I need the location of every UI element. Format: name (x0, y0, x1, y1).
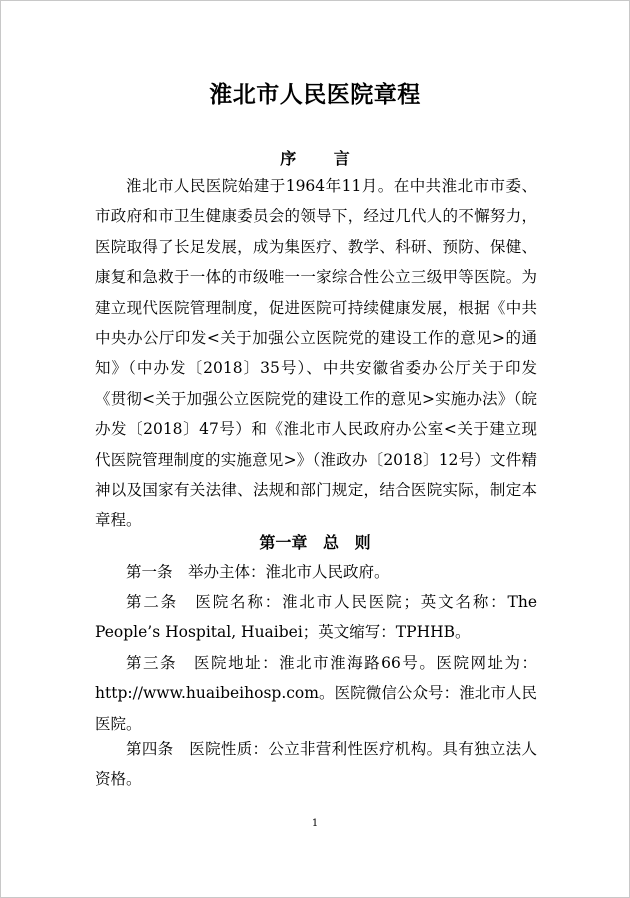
chapter-1-heading: 第一章 总 则 (259, 533, 371, 552)
document-title: 淮北市人民医院章程 (209, 81, 421, 108)
article-2: 第二条 医院名称：淮北市人民医院；英文名称：The People’s Hospital, Huaibei；英文缩写：TPHHB。 (95, 593, 537, 642)
article-4: 第四条 医院性质：公立非营利性医疗机构。具有独立法人资格。 (95, 740, 537, 789)
preface-paragraph: 淮北市人民医院始建于1964年11月。在中共淮北市市委、市政府和市卫生健康委员会的领导下，经过几代人的不懈努力，医院取得了长足发展，成为集医疗、教学、科研、预防、保健、康复和急救于一体的市级唯一一家综合性公立三级甲等医院。为建立现代医院管理制度，促进医院可持续健康发展，根据《中共中央办公厅印发<关于加强公立医院党的建设工作的意见>的通知》（中办发〔2018〕35号）、中共安徽省委办公厅关于印发《贯彻<关于加强公立医院党的建设工作的意见>实施办法》（皖办发〔2018〕47号）和《淮北市人民政府办公室<关于建立现代医院管理制度的实施意见>》（淮政办〔2018〕12号）文件精神以及国家有关法律、法规和部门规定，结合医院实际，制定本章程。 (95, 177, 537, 530)
preface-heading: 序 言 (280, 149, 366, 168)
article-3: 第三条 医院地址：淮北市淮海路66号。医院网址为：http://www.huaibeihosp.com。医院微信公众号：淮北市人民医院。 (95, 654, 537, 733)
page-number: 1 (311, 818, 319, 829)
article-1: 第一条 举办主体：淮北市人民政府。 (126, 563, 390, 581)
